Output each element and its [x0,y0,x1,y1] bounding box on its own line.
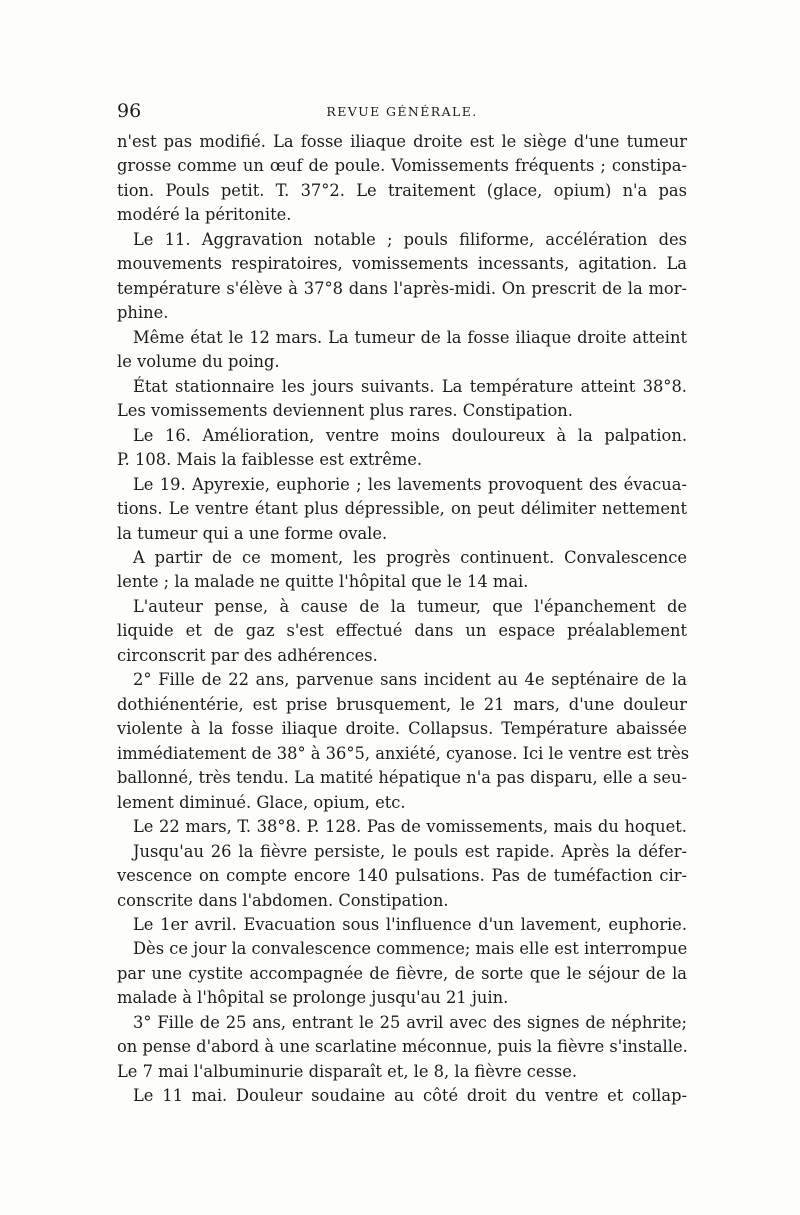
text-line: grosse comme un œuf de poule. Vomissements fréquents ; constipa- [117,156,687,176]
text-line: malade à l'hôpital se prolonge jusqu'au 21 juin. [117,988,509,1008]
text-line: conscrite dans l'abdomen. Constipation. [117,890,449,910]
text-line: État stationnaire les jours suivants. La température atteint 38°8. [133,376,687,396]
text-line: Le 1er avril. Evacuation sous l'influence d'un lavement, euphorie. [133,915,687,934]
text-line: température s'élève à 37°8 dans l'après-midi. On prescrit de la mor- [117,278,687,298]
body-text [117,130,690,1109]
text-line: Le 11 mai. Douleur soudaine au côté droit du ventre et collap- [133,1086,687,1106]
text-line: modéré la péritonite. [117,205,292,225]
text-line: Même état le 12 mars. La tumeur de la fosse iliaque droite atteint [133,327,687,347]
text-line: Le 16. Amélioration, ventre moins douloureux à la palpation. [133,425,687,445]
text-line: A partir de ce moment, les progrès continuent. Convalescence [133,547,687,567]
text-line: le volume du poing. [117,352,280,372]
page-number: 96 [117,100,142,122]
text-line: liquide et de gaz s'est effectué dans un espace préalablement [117,621,687,641]
text-line: vescence on compte encore 140 pulsations. Pas de tuméfaction cir- [117,866,687,886]
text-line: Le 7 mai l'albuminurie disparaît et, le 8, la fièvre cesse. [117,1061,578,1081]
text-line: immédiatement de 38° à 36°5, anxiété, cyanose. Ici le ventre est très [117,743,690,763]
text-line: circonscrit par des adhérences. [117,645,378,665]
text-line: lement diminué. Glace, opium, etc. [117,792,406,812]
text-line: Le 19. Apyrexie, euphorie ; les lavements provoquent des évacua- [133,474,687,494]
text-line: mouvements respiratoires, vomissements incessants, agitation. La [117,254,687,274]
text-line: 2° Fille de 22 ans, parvenue sans incident au 4e septénaire de la [133,670,687,690]
text-line: tions. Le ventre étant plus dépressible, on peut délimiter nettement [117,499,687,519]
text-line: Dès ce jour la convalescence commence; mais elle est interrompue [133,939,688,959]
text-line: dothiénentérie, est prise brusquement, le 21 mars, d'une douleur [117,694,687,714]
page-header [117,100,687,126]
text-line: Le 11. Aggravation notable ; pouls filiforme, accélération des [133,229,687,249]
text-line: violente à la fosse iliaque droite. Collapsus. Température abaissée [117,719,687,739]
text-line: ballonné, très tendu. La matité hépatique n'a pas disparu, elle a seu- [117,768,687,788]
text-line: lente ; la malade ne quitte l'hôpital que le 14 mai. [117,572,529,592]
text-line: P. 108. Mais la faiblesse est extrême. [117,450,423,470]
text-line: tion. Pouls petit. T. 37°2. Le traitement (glace, opium) n'a pas [117,180,687,200]
text-line: Le 22 mars, T. 38°8. P. 128. Pas de vomissements, mais du hoquet. [133,817,687,837]
text-line: par une cystite accompagnée de fièvre, de sorte que le séjour de la [117,963,687,983]
text-line: 3° Fille de 25 ans, entrant le 25 avril avec des signes de néphrite; [133,1012,687,1032]
text-line: la tumeur qui a une forme ovale. [117,523,388,543]
text-line: on pense d'abord à une scarlatine méconnue, puis la fièvre s'installe. [117,1037,688,1057]
text-line: phine. [117,303,169,323]
text-line: Les vomissements deviennent plus rares. Constipation. [117,401,573,421]
running-head: REVUE GÉNÉRALE. [326,104,478,119]
text-line: L'auteur pense, à cause de la tumeur, que l'épanchement de [133,596,687,616]
text-line: Jusqu'au 26 la fièvre persiste, le pouls est rapide. Après la défer- [133,841,687,861]
text-line: n'est pas modifié. La fosse iliaque droite est le siège d'une tumeur [117,132,687,151]
